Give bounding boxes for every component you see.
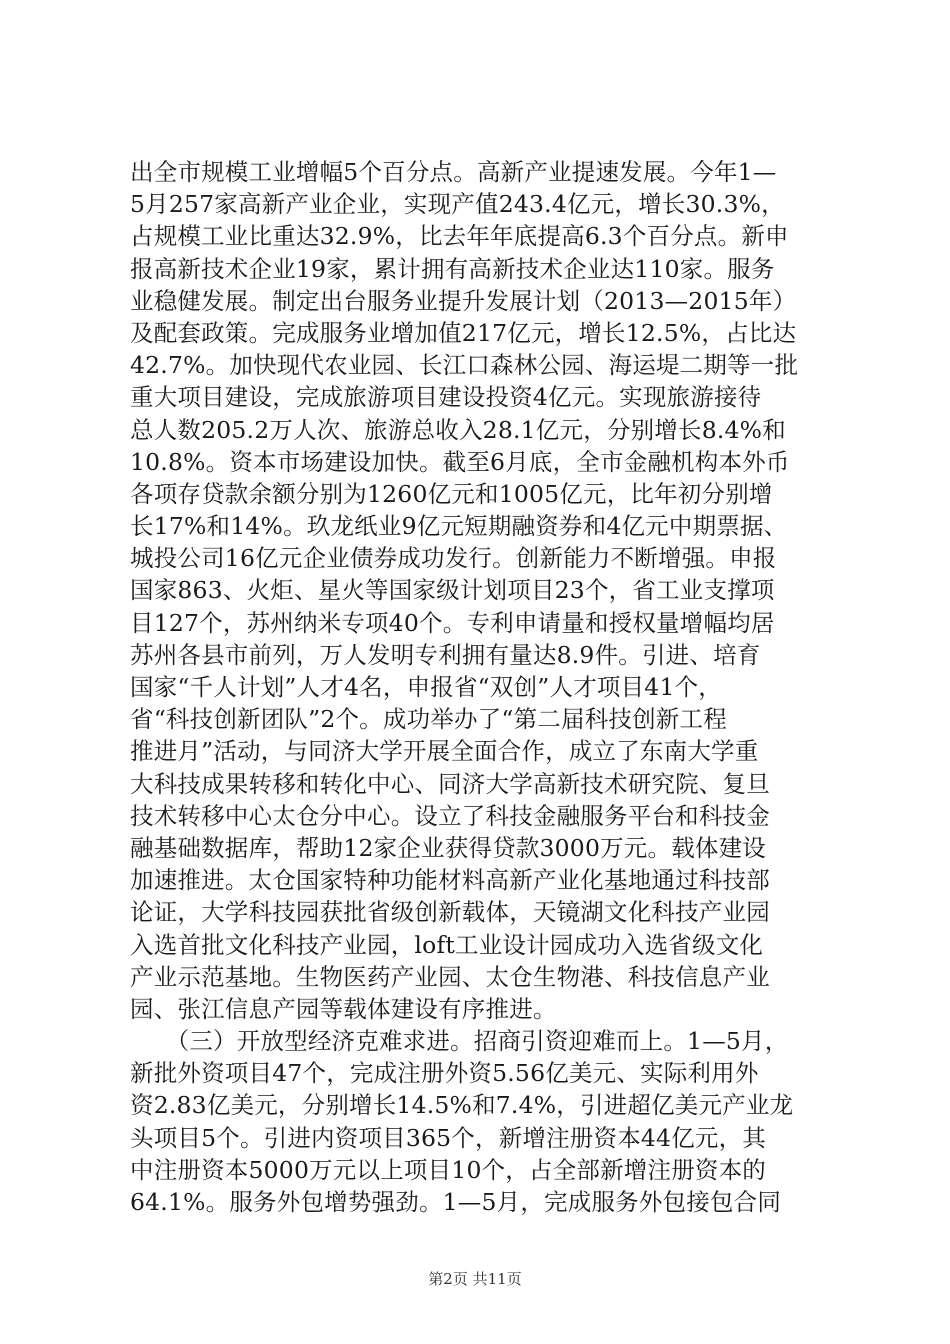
text-line: 加速推进。太仓国家特种功能材料高新产业化基地通过科技部 [130, 866, 770, 895]
text-line: 重大项目建设，完成旅游项目建设投资4亿元。实现旅游接待 [130, 383, 762, 412]
text-line: 入选首批文化科技产业园，loft工业设计园成功入选省级文化 [130, 930, 764, 959]
text-line: 10.8%。资本市场建设加快。截至6月底，全市金融机构本外币 [130, 447, 790, 476]
text-line: 64.1%。服务外包增势强劲。1—5月，完成服务外包接包合同 [130, 1188, 782, 1216]
text-line: 论证，大学科技园获批省级创新载体，天镜湖文化科技产业园 [130, 898, 770, 927]
text-line: 业稳健发展。制定出台服务业提升发展计划（2013—2015年） [130, 286, 797, 315]
body-text [130, 156, 830, 1218]
text-line: 42.7%。加快现代农业园、长江口森林公园、海运堤二期等一批 [130, 351, 799, 380]
text-line: 中注册资本5000万元以上项目10个，占全部新增注册资本的 [130, 1155, 767, 1184]
text-line: 长17%和14%。玖龙纸业9亿元短期融资券和4亿元中期票据、 [130, 512, 788, 541]
text-line: 总人数205.2万人次、旅游总收入28.1亿元，分别增长8.4%和 [130, 415, 786, 444]
text-line: 融基础数据库，帮助12家企业获得贷款3000万元。载体建设 [130, 833, 767, 862]
page-footer: 第2页 共11页 [428, 1270, 522, 1288]
text-line: 及配套政策。完成服务业增加值217亿元，增长12.5%，占比达 [130, 318, 797, 347]
text-line: 各项存贷款余额分别为1260亿元和1005亿元，比年初分别增 [130, 479, 773, 508]
text-line: 大科技成果转移和转化中心、同济大学高新技术研究院、复旦 [130, 769, 770, 798]
text-line: 苏州各县市前列，万人发明专利拥有量达8.9件。引进、培育 [130, 640, 761, 669]
text-line: 园、张江信息产园等载体建设有序推进。 [130, 994, 557, 1023]
text-line: 新批外资项目47个，完成注册外资5.56亿美元、实际利用外 [130, 1059, 759, 1088]
text-line: 国家863、火炬、星火等国家级计划项目23个，省工业支撑项 [130, 576, 775, 605]
text-line: 省“科技创新团队”2个。成功举办了“第二届科技创新工程 [130, 705, 727, 734]
text-line: 5月257家高新产业企业，实现产值243.4亿元，增长30.3%， [130, 190, 785, 219]
text-line: 占规模工业比重达32.9%，比去年年底提高6.3个百分点。新申 [130, 222, 789, 251]
text-line: 技术转移中心太仓分中心。设立了科技金融服务平台和科技金 [130, 801, 770, 830]
text-line: 资2.83亿美元，分别增长14.5%和7.4%，引进超亿美元产业龙 [130, 1091, 794, 1120]
text-line: 城投公司16亿元企业债券成功发行。创新能力不断增强。申报 [130, 544, 777, 573]
text-line: 报高新技术企业19家，累计拥有高新技术企业达110家。服务 [130, 254, 775, 283]
text-line: 头项目5个。引进内资项目365个，新增注册资本44亿元，其 [130, 1123, 767, 1152]
text-line: 产业示范基地。生物医药产业园、太仓生物港、科技信息产业 [130, 962, 770, 991]
text-line: （三）开放型经济克难求进。招商引资迎难而上。1—5月， [130, 1027, 789, 1056]
text-line: 推进月”活动，与同济大学开展全面合作，成立了东南大学重 [130, 737, 759, 766]
text-line: 出全市规模工业增幅5个百分点。高新产业提速发展。今年1— [130, 158, 777, 186]
text-line: 目127个，苏州纳米专项40个。专利申请量和授权量增幅均居 [130, 608, 775, 637]
text-line: 国家“千人计划”人才4名，申报省“双创”人才项目41个， [130, 673, 723, 701]
